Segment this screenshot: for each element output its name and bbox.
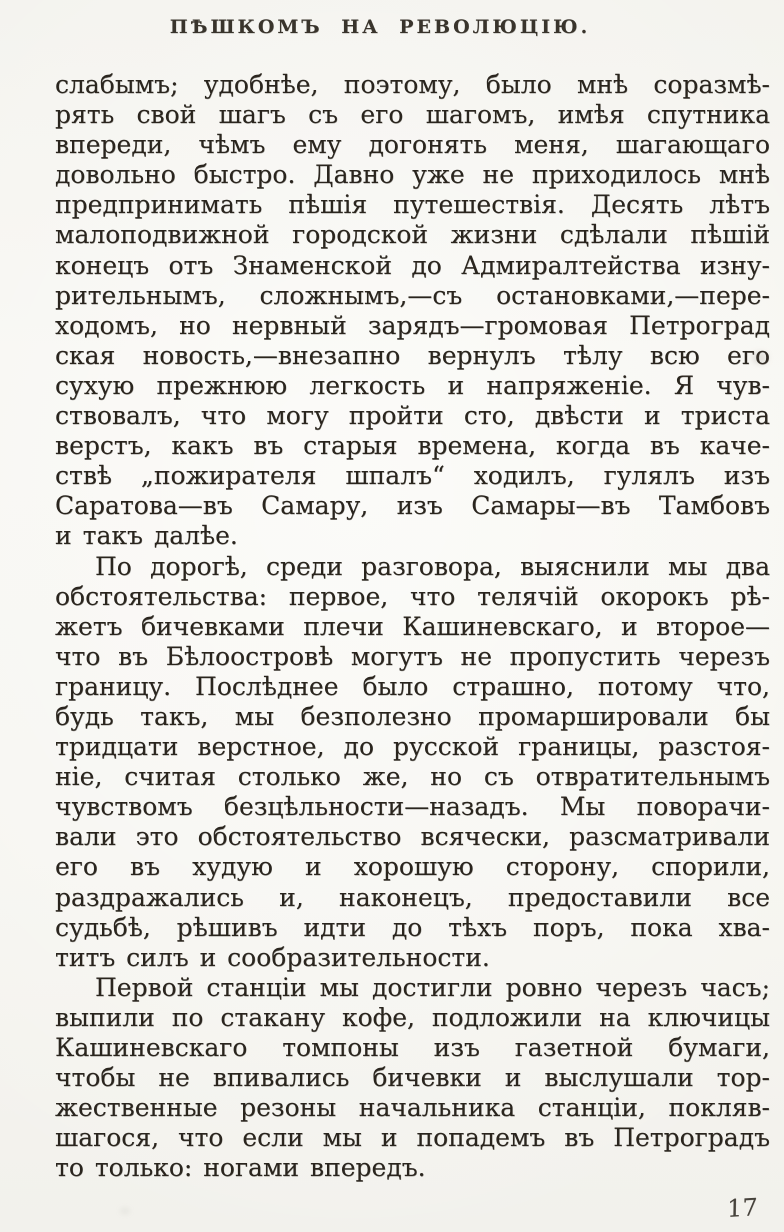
text-line: титъ силъ и сообразительности. [55,942,490,972]
text-line: выпили по стакану кофе, подложили на ключицы [55,1002,770,1032]
text-line: По дорогѣ, среди разговора, выяснили мы два [95,551,770,581]
text-line: Первой станціи мы достигли ровно черезъ часъ; [95,972,770,1002]
text-line: ходомъ, но нервный зарядъ—громовая Петроград [55,310,770,340]
text-line: слабымъ; удобнѣе, поэтому, было мнѣ соразмѣ- [55,70,770,99]
text-line: будь такъ, мы безполезно промаршировали бы [55,701,770,731]
text-line: Кашиневскаго томпоны изъ газетной бумаги, [55,1033,770,1062]
text-line: малоподвижной городской жизни сдѣлали пѣшій [55,220,770,250]
text-line: то только: ногами впередъ. [55,1153,426,1183]
text-line: вали это обстоятельство всячески, разсматривали [55,822,770,852]
text-line: жетъ бичевками плечи Кашиневскаго, и второе— [55,611,770,641]
text-line: жественные резоны начальника станціи, покляв- [55,1093,770,1123]
text-line: предпринимать пѣшія путешествія. Десять лѣтъ [55,190,770,220]
text-line: рять свой шагъ съ его шагомъ, имѣя спутника [55,100,770,130]
text-line: Саратова—въ Самару, изъ Самары—въ Тамбовъ [55,491,770,521]
text-line: тридцати верстное, до русской границы, разстоя- [55,732,770,762]
text-line: впереди, чѣмъ ему догонять меня, шагающаго [55,130,770,160]
text-line: конецъ отъ Знаменской до Адмиралтейства изну- [55,250,770,280]
text-line: чувствомъ безцѣльности—назадъ. Мы поворачи- [55,792,770,822]
running-header: ПѢШКОМЪ НА РЕВОЛЮЦІЮ. [169,16,591,38]
text-line: шагося, что если мы и попадемъ въ Петроградъ [55,1123,770,1153]
text-line: сухую прежнюю легкость и напряженіе. Я чув- [55,370,770,400]
text-line: ствѣ „пожирателя шпалъ“ ходилъ, гулялъ изъ [55,461,770,491]
text-line: чтобы не впивались бичевки и выслушали тор- [55,1063,770,1093]
text-line: обстоятельства: первое, что телячій окорокъ рѣ- [55,581,770,611]
text-line: верстъ, какъ въ старыя времена, когда въ каче- [55,431,770,461]
paragraph [55,552,770,973]
text-line: что въ Бѣлоостровѣ могутъ не пропустить черезъ [55,641,770,671]
scan-smudge [120,1208,130,1214]
page-number: 17 [727,1193,759,1223]
text-line: и такъ далѣе. [55,521,238,551]
text-line: ствовалъ, что могу пройти сто, двѣсти и триста [55,401,770,431]
page-body-text [55,70,770,1183]
scan-smudge [752,352,768,364]
text-line: раздражались и, наконецъ, предоставили все [55,882,770,912]
text-line: судьбѣ, рѣшивъ идти до тѣхъ поръ, пока хва- [55,912,770,942]
text-line: границу. Послѣднее было страшно, потому что, [55,671,770,701]
paragraph [55,70,770,552]
text-line: ніе, считая столько же, но съ отвратительнымъ [55,762,770,792]
text-line: ская новость,—внезапно вернулъ тѣлу всю его [55,340,770,370]
paragraph [55,973,770,1184]
text-line: довольно быстро. Давно уже не приходилось мнѣ [55,160,770,190]
text-line: его въ худую и хорошую сторону, спорили, [55,852,770,882]
text-line: рительнымъ, сложнымъ,—съ остановками,—пере- [55,280,770,310]
